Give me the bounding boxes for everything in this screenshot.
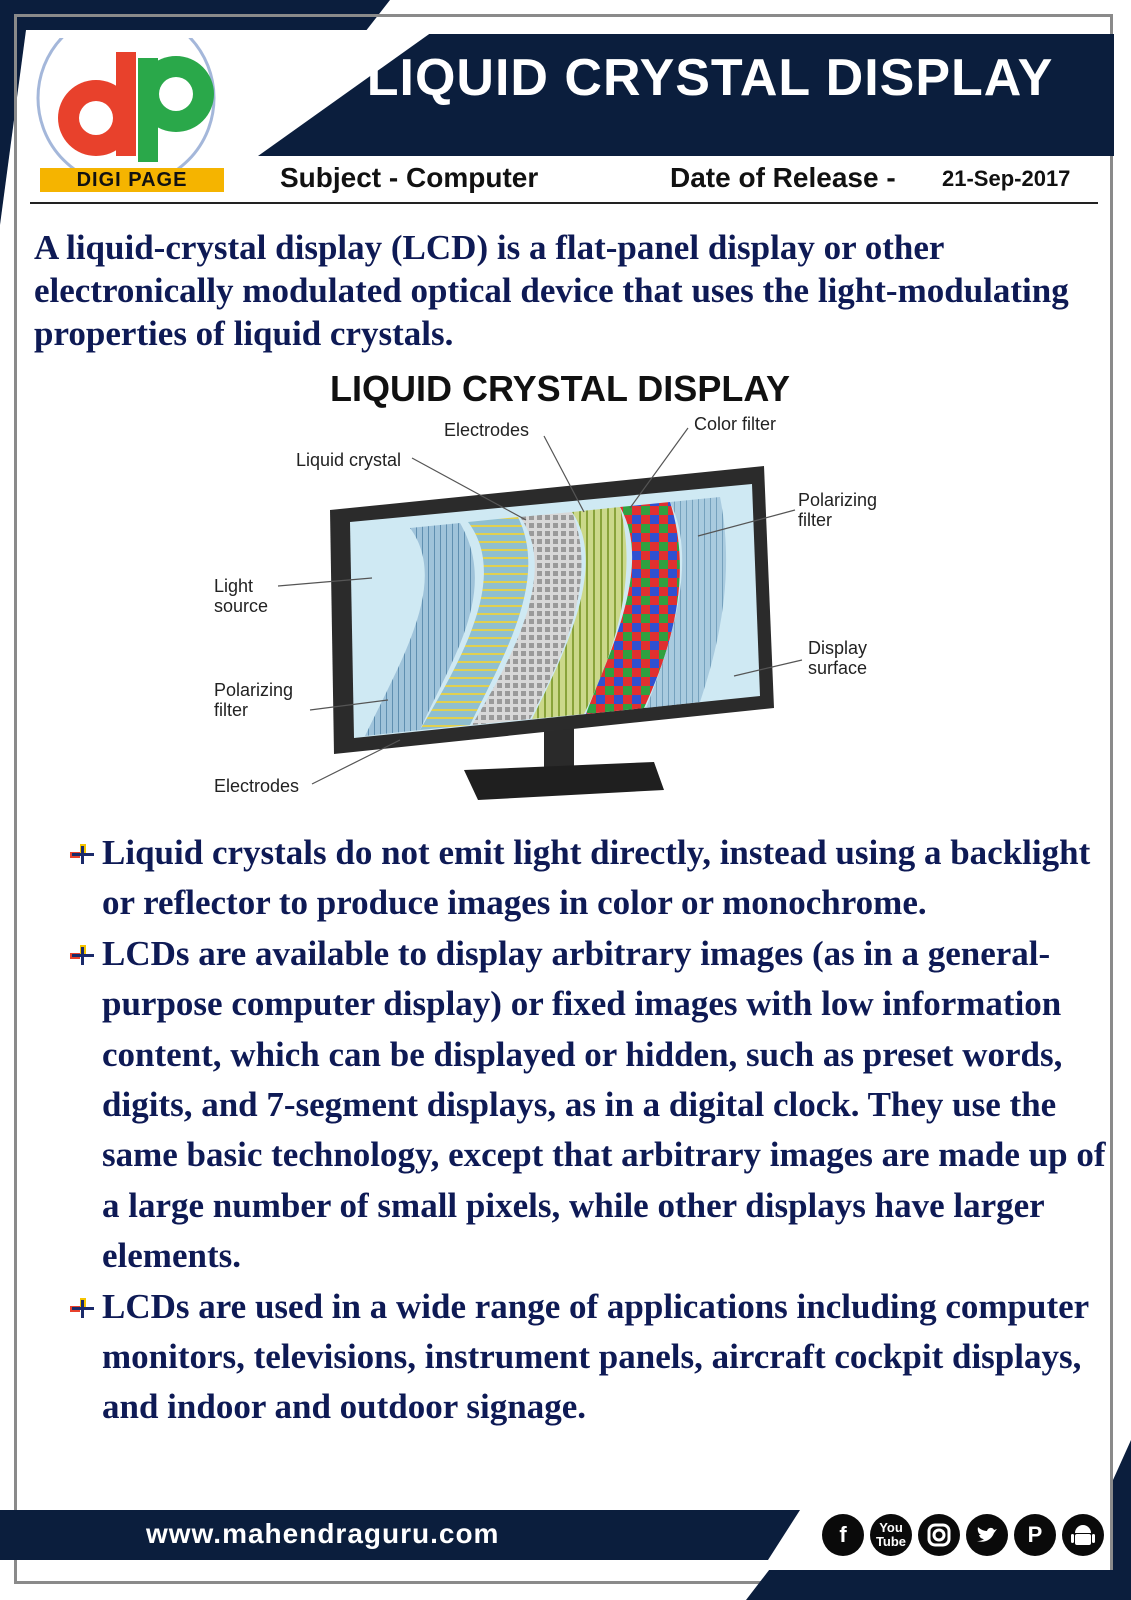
diagram-title: LIQUID CRYSTAL DISPLAY <box>329 368 791 409</box>
android-icon[interactable] <box>1062 1514 1104 1556</box>
label-color-filter: Color filter <box>694 414 777 434</box>
label-polarizing-filter-left: Polarizing filter <box>214 680 294 720</box>
label-liquid-crystal: Liquid crystal <box>296 450 402 470</box>
list-item <box>68 828 1108 929</box>
website-link[interactable]: www.mahendraguru.com <box>146 1518 500 1549</box>
label-display-surface: Display surface <box>808 638 868 678</box>
bullet-text-1: Liquid crystals do not emit light directly, instead using a backlight or reflector to produce images in color or monochrome. <box>102 833 1091 923</box>
bullet-list <box>68 828 1108 1433</box>
social-links <box>822 1514 1104 1556</box>
instagram-icon[interactable] <box>918 1514 960 1556</box>
logo-badge: DIGI PAGE <box>40 168 224 192</box>
label-polarizing-filter-right: Polarizing filter <box>798 490 878 530</box>
lcd-diagram <box>200 362 920 822</box>
label-light-source: Light source <box>214 576 269 616</box>
page-title: LIQUID CRYSTAL DISPLAY <box>366 49 1054 107</box>
release-date: 21-Sep-2017 <box>942 166 1071 191</box>
release-date-label: Date of Release - <box>670 162 896 193</box>
bullet-text-3: LCDs are used in a wide range of applications including computer monitors, televisions, instrument panels, aircraft cockpit displays, and indoor and outdoor signage. <box>102 1286 1089 1427</box>
list-item <box>68 929 1108 1282</box>
bullet-plus-icon <box>68 1296 98 1320</box>
list-item <box>68 1282 1108 1433</box>
bullet-text-2: LCDs are available to display arbitrary images (as in a general-purpose computer display) or fixed images with low information content, which can be displayed or hidden, such as preset words, digits, and 7-segment displays, as in a digital clock. They use the same basic technology, except that arbitrary images are made up of a large number of small pixels, while other displays have larger elements. <box>102 933 1106 1276</box>
lcd-monitor-illustration <box>200 362 920 822</box>
twitter-icon[interactable] <box>966 1514 1008 1556</box>
bullet-plus-icon <box>68 842 98 866</box>
label-electrodes-bottom: Electrodes <box>214 776 300 796</box>
facebook-icon[interactable]: f <box>822 1514 864 1556</box>
label-electrodes-top: Electrodes <box>444 420 530 440</box>
header-divider <box>30 202 1098 204</box>
intro-paragraph: A liquid-crystal display (LCD) is a flat-panel display or other electronically modulated optical device that uses the light-modulating properties of liquid crystals. <box>34 228 1069 353</box>
bullet-plus-icon <box>68 943 98 967</box>
footer-accent <box>746 1570 1131 1600</box>
pinterest-icon[interactable]: P <box>1014 1514 1056 1556</box>
subject-label: Subject - Computer <box>280 162 539 193</box>
youtube-icon[interactable]: You Tube <box>870 1514 912 1556</box>
